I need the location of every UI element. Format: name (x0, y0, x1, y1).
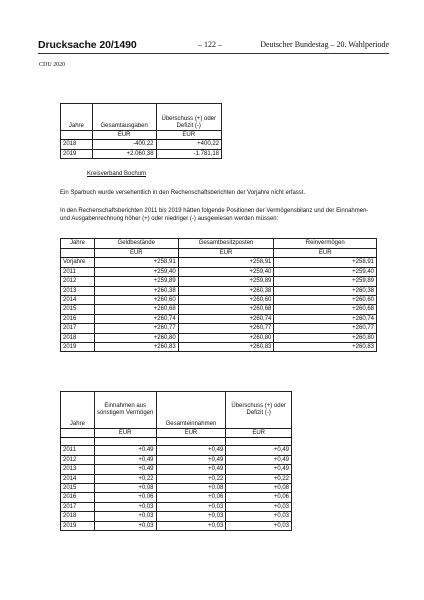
value-cell: +259,40 (274, 267, 377, 276)
year-cell: 2011 (61, 267, 95, 276)
value-cell: +0,06 (94, 493, 156, 502)
section-heading: Kreisverband Bochum (87, 171, 147, 177)
year-cell: 2015 (61, 484, 95, 493)
value-cell: +0,49 (94, 465, 156, 474)
year-cell: 2019 (61, 521, 95, 530)
unit-row (61, 131, 222, 140)
header-rule (38, 53, 389, 54)
table-row (61, 324, 377, 333)
column-header: Überschuss (+) oder Defizit (-) (156, 104, 221, 131)
table-row (61, 258, 377, 267)
value-cell: +0,06 (156, 493, 226, 502)
year-cell: 2018 (61, 512, 95, 521)
year-cell: 2017 (61, 502, 95, 511)
value-cell: +2.060,38 (92, 149, 156, 158)
unit-cell: EUR (94, 249, 178, 258)
value-cell: +0,49 (226, 465, 292, 474)
table-row (61, 314, 377, 323)
income-table (60, 391, 292, 531)
column-header: Geldbestände (94, 239, 178, 249)
value-cell: +0,08 (226, 484, 292, 493)
year-cell: 2013 (61, 286, 95, 295)
table-row (61, 446, 292, 455)
table-row (61, 512, 292, 521)
table-row (61, 296, 377, 305)
value-cell: +0,06 (226, 493, 292, 502)
value-cell: -1.781,18 (156, 149, 221, 158)
value-cell: +400,22 (156, 140, 221, 149)
table-row (61, 521, 292, 530)
column-header: Überschuss (+) oder Defizit (-) (226, 392, 292, 429)
value-cell: +0,49 (156, 446, 226, 455)
value-cell: +0,22 (226, 474, 292, 483)
value-cell: +0,49 (226, 455, 292, 464)
year-cell: 2014 (61, 296, 95, 305)
value-cell: +260,68 (178, 305, 274, 314)
year-cell: 2019 (61, 343, 95, 352)
value-cell: +0,49 (156, 465, 226, 474)
unit-cell: EUR (156, 429, 226, 438)
value-cell: +260,77 (94, 324, 178, 333)
value-cell: +260,80 (178, 333, 274, 342)
value-cell: +0,08 (94, 484, 156, 493)
value-cell: +259,40 (94, 267, 178, 276)
unit-cell: EUR (156, 131, 221, 140)
table-header-row (61, 104, 222, 131)
page-header (38, 39, 389, 51)
table-row (61, 149, 222, 158)
unit-row (61, 429, 292, 438)
value-cell: +0,03 (94, 512, 156, 521)
column-header: Einnahmen aus sonstigem Vermögen (94, 392, 156, 429)
spacer-row (61, 438, 292, 446)
unit-cell (61, 429, 95, 438)
page-number: – 122 – (198, 40, 222, 49)
table-header-row (61, 392, 292, 429)
value-cell: +0,22 (156, 474, 226, 483)
value-cell: +260,68 (94, 305, 178, 314)
unit-cell: EUR (226, 429, 292, 438)
table-row (61, 277, 377, 286)
unit-cell: EUR (274, 249, 377, 258)
unit-cell (61, 131, 93, 140)
unit-cell (61, 249, 95, 258)
expenditure-table (60, 103, 222, 159)
value-cell: +260,68 (274, 305, 377, 314)
column-header: Jahre (61, 104, 93, 131)
value-cell: +258,91 (274, 258, 377, 267)
value-cell: +0,49 (94, 446, 156, 455)
year-cell: 2019 (61, 149, 93, 158)
value-cell: +260,83 (94, 343, 178, 352)
value-cell: +260,74 (178, 314, 274, 323)
table-row (61, 474, 292, 483)
column-header: Gesamteinnahmen (156, 392, 226, 429)
value-cell: +258,91 (178, 258, 274, 267)
value-cell: +260,74 (94, 314, 178, 323)
table-header-row (61, 239, 377, 249)
table-row (61, 343, 377, 352)
publication-title: Deutscher Bundestag – 20. Wahlperiode (260, 40, 389, 49)
table-row (61, 267, 377, 276)
value-cell: +259,89 (178, 277, 274, 286)
value-cell: +0,03 (226, 502, 292, 511)
paragraph: Ein Sparbuch wurde versehentlich in den Rechenschaftsberichten der Vorjahre nicht erfasst. (60, 190, 306, 196)
year-cell: 2016 (61, 314, 95, 323)
value-cell: +0,03 (94, 521, 156, 530)
table-row (61, 333, 377, 342)
value-cell: +0,03 (226, 521, 292, 530)
column-header: Jahre (61, 239, 95, 249)
year-cell: 2014 (61, 474, 95, 483)
value-cell: +260,80 (274, 333, 377, 342)
column-header: Reinvermögen (274, 239, 377, 249)
table-row (61, 455, 292, 464)
value-cell: +260,77 (274, 324, 377, 333)
value-cell: +260,77 (178, 324, 274, 333)
value-cell: +259,40 (178, 267, 274, 276)
value-cell: +0,03 (94, 502, 156, 511)
value-cell: +258,91 (94, 258, 178, 267)
column-header: Jahre (61, 392, 95, 429)
unit-cell: EUR (92, 131, 156, 140)
value-cell: +260,60 (274, 296, 377, 305)
year-cell: 2016 (61, 493, 95, 502)
value-cell: +0,03 (156, 521, 226, 530)
paragraph: In den Rechenschaftsberichten 2011 bis 2019 hätten folgende Positionen der Vermögensbilanz und der Einnahmen- und Ausgabenrechnung höher (+) oder niedriger (-) ausgewiesen werden müssen: (60, 208, 369, 222)
table-row (61, 305, 377, 314)
value-cell: +0,03 (156, 512, 226, 521)
year-cell: 2012 (61, 277, 95, 286)
value-cell: +0,03 (226, 512, 292, 521)
table-row (61, 493, 292, 502)
unit-cell: EUR (94, 429, 156, 438)
value-cell: +260,74 (274, 314, 377, 323)
year-cell: 2017 (61, 324, 95, 333)
year-cell: 2013 (61, 465, 95, 474)
value-cell: +260,60 (94, 296, 178, 305)
unit-row (61, 249, 377, 258)
value-cell: +0,49 (156, 455, 226, 464)
year-cell: Vorjahre (61, 258, 95, 267)
value-cell: -400,22 (92, 140, 156, 149)
year-cell: 2018 (61, 140, 93, 149)
value-cell: +0,22 (94, 474, 156, 483)
table-row (61, 502, 292, 511)
value-cell: +0,49 (94, 455, 156, 464)
value-cell: +0,08 (156, 484, 226, 493)
table-row (61, 465, 292, 474)
unit-cell: EUR (178, 249, 274, 258)
value-cell: +260,38 (94, 286, 178, 295)
year-cell: 2018 (61, 333, 95, 342)
party-label: CDU 2020 (39, 62, 66, 68)
value-cell: +260,83 (274, 343, 377, 352)
value-cell: +260,80 (94, 333, 178, 342)
column-header: Gesamtbesitzposten (178, 239, 274, 249)
column-header: Gesamtausgaben (92, 104, 156, 131)
value-cell: +260,38 (274, 286, 377, 295)
value-cell: +0,49 (226, 446, 292, 455)
value-cell: +260,38 (178, 286, 274, 295)
value-cell: +259,89 (274, 277, 377, 286)
year-cell: 2012 (61, 455, 95, 464)
table-row (61, 140, 222, 149)
value-cell: +260,60 (178, 296, 274, 305)
value-cell: +0,03 (156, 502, 226, 511)
table-row (61, 484, 292, 493)
year-cell: 2011 (61, 446, 95, 455)
document-number: Drucksache 20/1490 (38, 39, 137, 51)
table-row (61, 286, 377, 295)
value-cell: +260,83 (178, 343, 274, 352)
value-cell: +259,89 (94, 277, 178, 286)
assets-table (60, 238, 377, 352)
year-cell: 2015 (61, 305, 95, 314)
